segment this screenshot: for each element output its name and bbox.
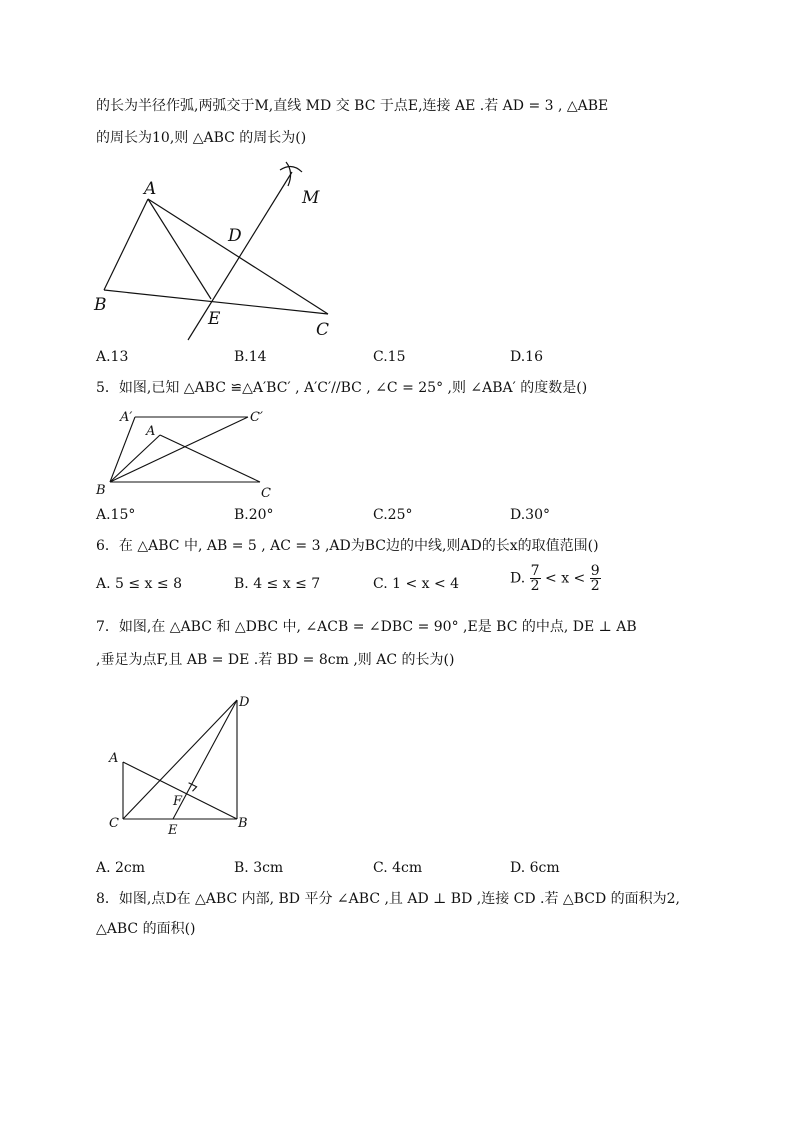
q4-segment-ab: [104, 199, 148, 290]
q4-label-d: D: [228, 226, 242, 246]
q4-segment-ae: [148, 199, 211, 299]
q5-option-b[interactable]: B.20°: [234, 507, 274, 523]
q6-option-c[interactable]: C. 1 < x < 4: [373, 576, 460, 592]
q5-label-a: A: [146, 424, 156, 439]
q8-stem-line2: △ABC 的面积(): [96, 921, 196, 937]
q4-label-m: M: [302, 188, 320, 208]
q5-label-c: C: [261, 486, 271, 501]
q4-label-e: E: [208, 309, 221, 329]
q4-segment-ac: [148, 199, 328, 314]
q4-label-a: A: [144, 179, 157, 199]
q5-stem: 5．如图,已知 △ABC ≌△A′BC′ , A′C′//BC , ∠C = 25° ,则 ∠ABA′ 的度数是(): [96, 380, 588, 396]
q6-option-d-numerator-2: 9: [590, 563, 600, 579]
q7-label-d: D: [239, 695, 250, 710]
q7-label-c: C: [109, 816, 119, 831]
q5-options: [96, 507, 696, 527]
q5-label-c1: C′: [250, 410, 263, 425]
q5-figure: [90, 402, 290, 502]
q7-label-e: E: [168, 823, 178, 838]
q7-label-b: B: [238, 816, 248, 831]
q7-label-a: A: [109, 751, 119, 766]
q7-label-f: F: [173, 794, 183, 809]
q4-arc-1: [280, 166, 302, 172]
q6-option-b[interactable]: B. 4 ≤ x ≤ 7: [234, 576, 321, 592]
q4-option-a[interactable]: A.13: [96, 349, 129, 365]
q6-option-d[interactable]: [510, 564, 601, 593]
q7-options: [96, 860, 696, 880]
q8-stem-line1: 8．如图,点D在 △ABC 内部, BD 平分 ∠ABC ,且 AD ⊥ BD ,连接 CD .若 △BCD 的面积为2,: [96, 891, 680, 907]
q4-label-c: C: [316, 320, 330, 340]
q7-segment-ab: [123, 762, 237, 819]
q6-option-d-inequality: < x <: [540, 570, 590, 587]
q6-option-d-numerator-1: 7: [530, 563, 540, 579]
q7-option-d[interactable]: D. 6cm: [510, 860, 560, 876]
q7-stem-line1: 7．如图,在 △ABC 和 △DBC 中, ∠ACB = ∠DBC = 90° ,E是 BC 的中点, DE ⊥ AB: [96, 619, 637, 635]
q6-option-d-denominator-1: 2: [530, 578, 540, 594]
q7-option-a[interactable]: A. 2cm: [96, 860, 146, 876]
q4-option-c[interactable]: C.15: [373, 349, 406, 365]
q7-option-c[interactable]: C. 4cm: [373, 860, 423, 876]
q4-line-md: [188, 172, 292, 340]
q6-options: [96, 563, 696, 596]
q7-stem-line2: ,垂足为点F,且 AB = DE .若 BD = 8cm ,则 AC 的长为(): [96, 652, 455, 668]
q5-option-d[interactable]: D.30°: [510, 507, 550, 523]
q4-stem-line1: 的长为半径作弧,两弧交于M,直线 MD 交 BC 于点E,连接 AE .若 AD = 3 , △ABE: [96, 98, 609, 114]
q5-segment-ac: [160, 435, 260, 482]
q6-option-d-fraction-1: [530, 564, 541, 593]
q5-label-b: B: [96, 483, 106, 498]
q6-option-d-prefix: D.: [510, 570, 526, 587]
q5-segment-ba: [110, 435, 160, 482]
q4-stem-line2: 的周长为10,则 △ABC 的周长为(): [96, 130, 307, 146]
q4-option-b[interactable]: B.14: [234, 349, 267, 365]
q5-label-a1: A′: [120, 410, 133, 425]
q4-figure: [80, 150, 350, 350]
q7-option-b[interactable]: B. 3cm: [234, 860, 284, 876]
q4-arc-2: [286, 162, 291, 186]
q4-label-b: B: [94, 295, 107, 315]
q6-option-d-denominator-2: 2: [590, 578, 600, 594]
q7-segment-ed: [173, 700, 237, 819]
q5-option-c[interactable]: C.25°: [373, 507, 413, 523]
q4-option-d[interactable]: D.16: [510, 349, 543, 365]
q6-option-d-fraction-2: [590, 564, 601, 593]
q6-option-a[interactable]: A. 5 ≤ x ≤ 8: [96, 576, 182, 592]
q6-stem: 6．在 △ABC 中, AB = 5 , AC = 3 ,AD为BC边的中线,则AD的长x的取值范围(): [96, 538, 599, 554]
q4-options: [96, 349, 696, 369]
q7-figure: [100, 688, 270, 838]
q5-option-a[interactable]: A.15°: [96, 507, 136, 523]
